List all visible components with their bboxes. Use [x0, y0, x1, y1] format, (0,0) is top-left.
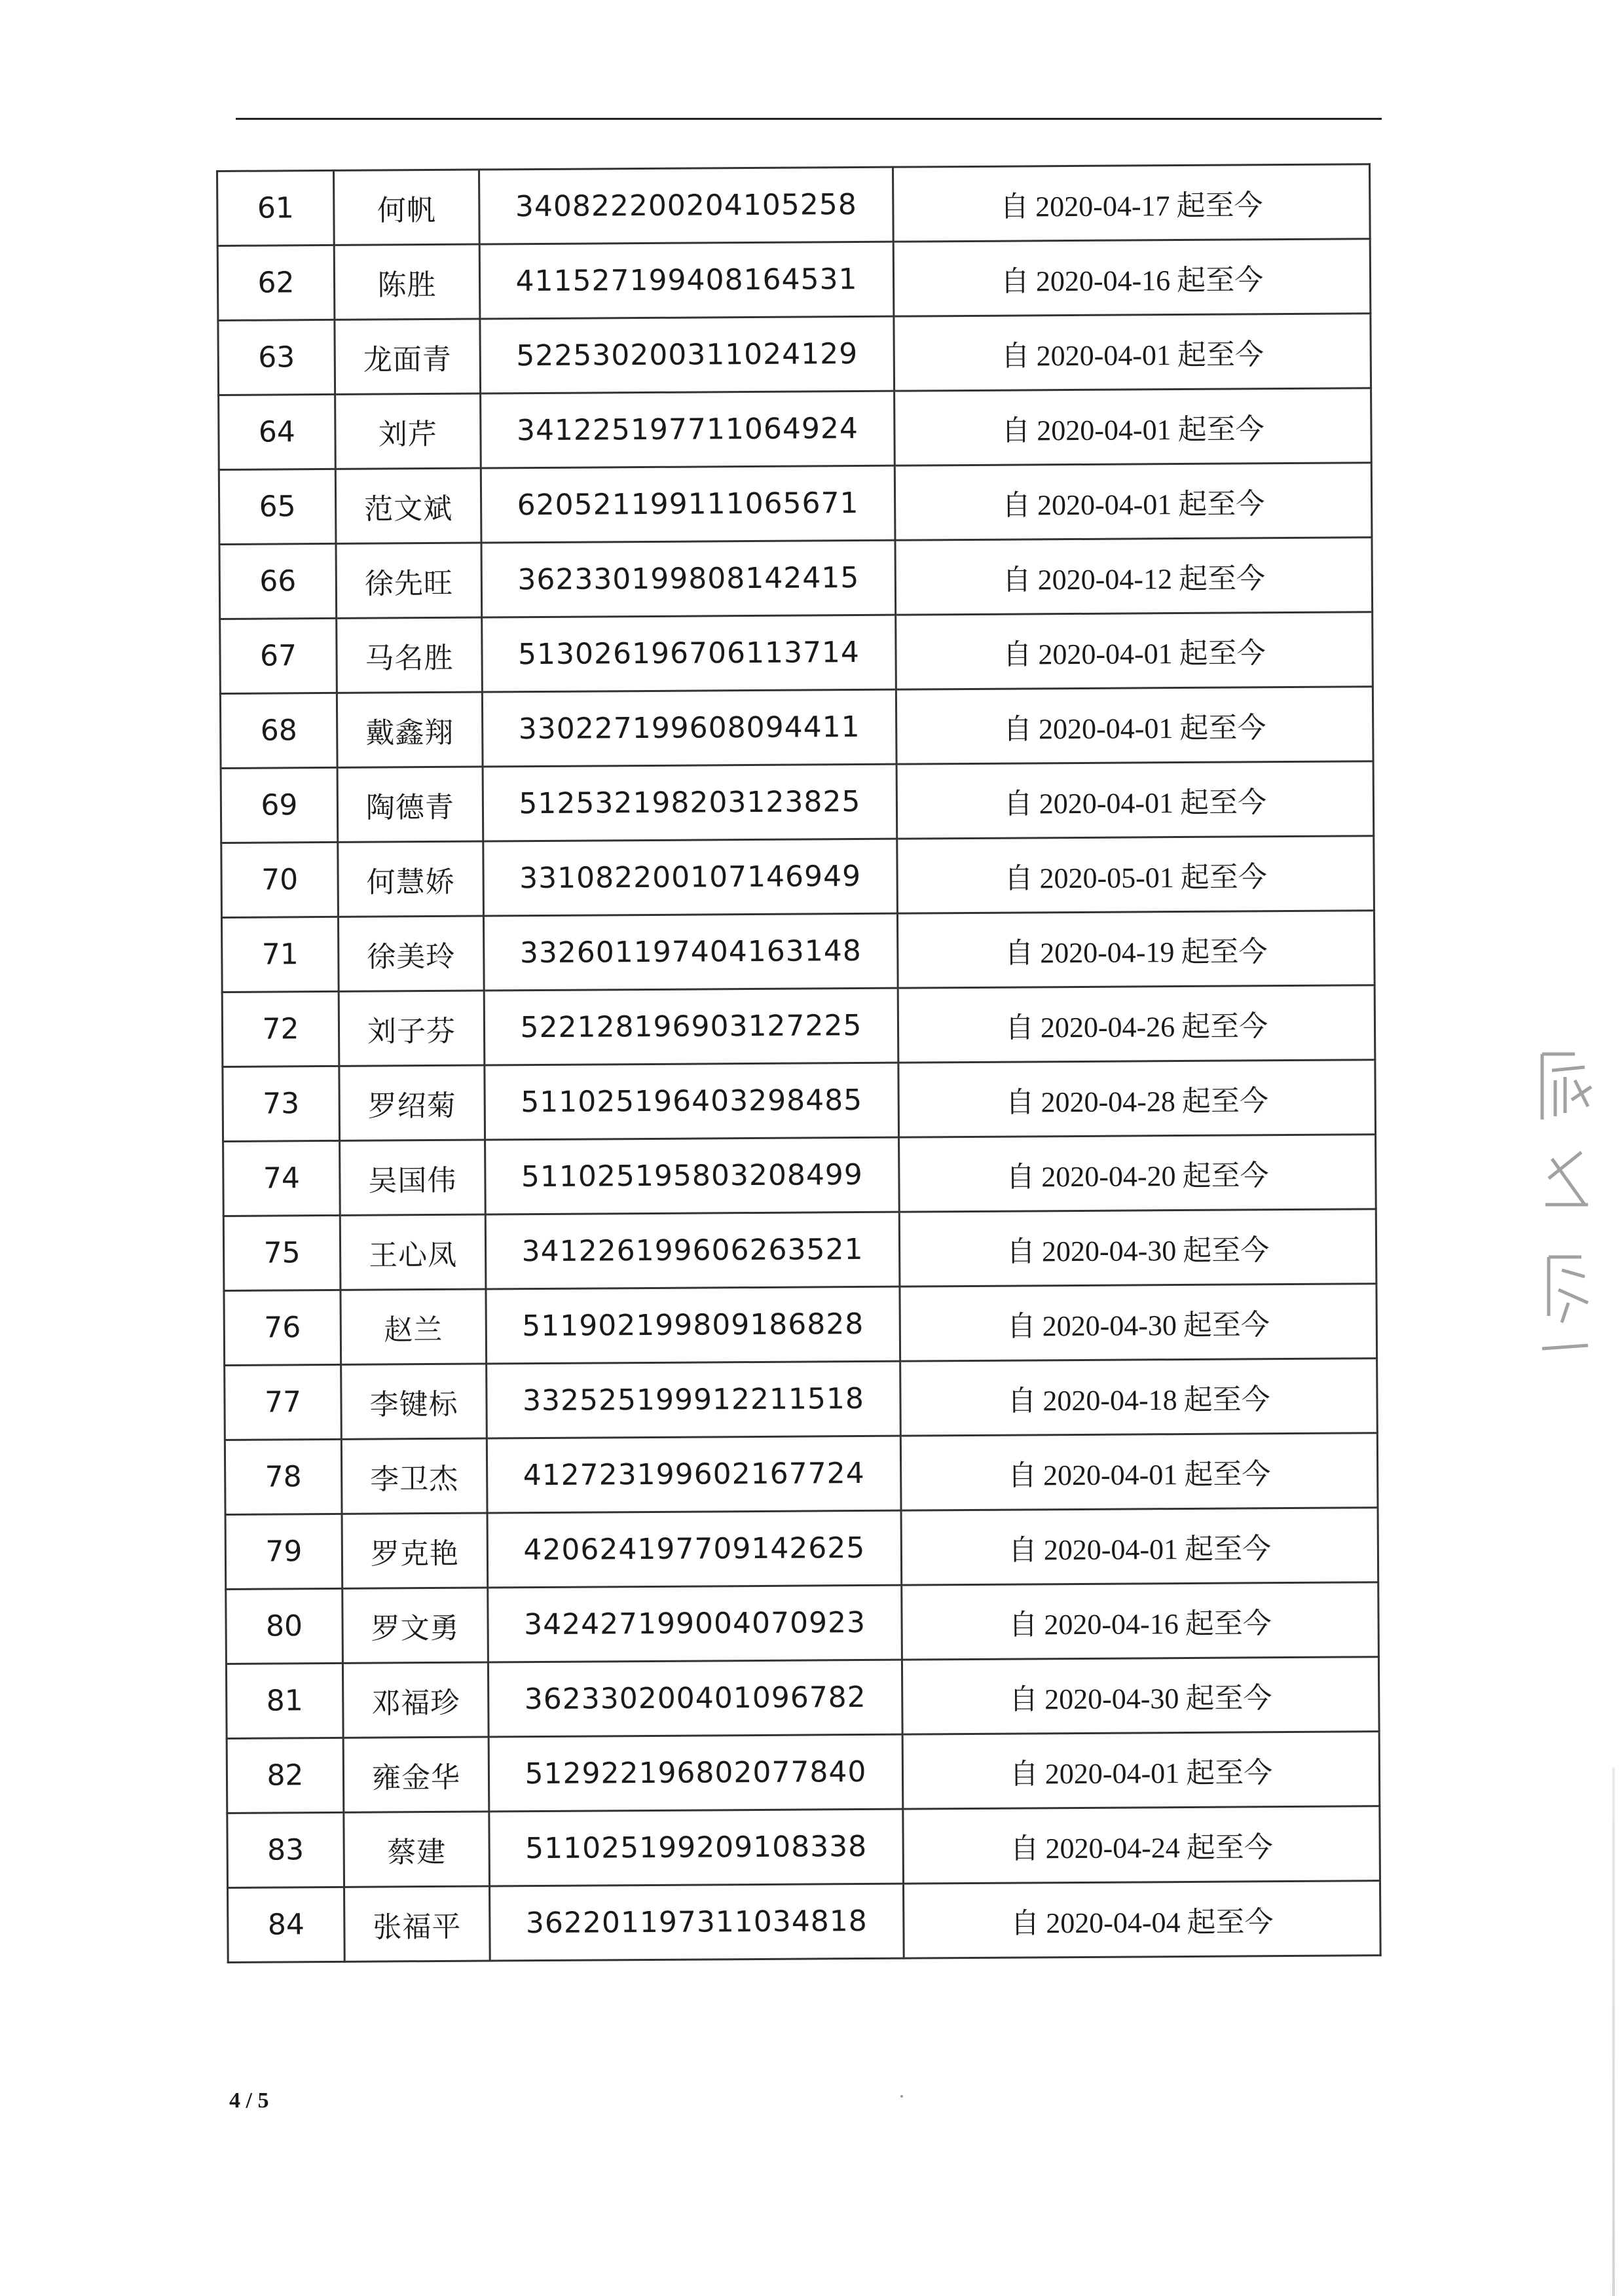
seal-stamp-fragment [1536, 1041, 1595, 1368]
period-suffix: 起至今 [1178, 487, 1265, 520]
cell-number: 64 [219, 394, 336, 469]
cell-id-number: 341225197711064924 [481, 391, 895, 468]
cell-period [895, 538, 1373, 615]
cell-name: 徐先旺 [336, 543, 482, 618]
header-rule [236, 118, 1382, 120]
table-row [217, 239, 1371, 321]
period-suffix: 起至今 [1185, 1756, 1273, 1789]
period-date: 2020-04-17 [1035, 189, 1170, 223]
cell-id-number: 342427199004070923 [488, 1585, 902, 1662]
period-date: 2020-04-01 [1044, 1757, 1180, 1790]
cell-name: 吴国伟 [340, 1140, 486, 1215]
period-suffix: 起至今 [1184, 1457, 1271, 1491]
cell-id-number: 522128196903127225 [484, 988, 898, 1065]
cell-id-number: 332601197404163148 [483, 913, 898, 991]
period-date: 2020-04-16 [1044, 1607, 1179, 1641]
cell-id-number: 512922196802077840 [489, 1734, 903, 1812]
cell-number: 62 [217, 245, 335, 320]
seal-stamp-graphic [1536, 1041, 1595, 1368]
table-row [224, 1284, 1377, 1366]
cell-period [898, 985, 1375, 1063]
roster-table-container [216, 163, 1393, 1963]
cell-name: 罗文勇 [342, 1588, 489, 1663]
period-date: 2020-04-19 [1040, 936, 1175, 969]
cell-number: 68 [220, 693, 337, 768]
period-prefix: 自 [1001, 414, 1031, 447]
cell-number: 74 [223, 1140, 341, 1216]
period-suffix: 起至今 [1183, 1233, 1270, 1267]
table-row [225, 1433, 1378, 1515]
period-date: 2020-04-30 [1042, 1309, 1177, 1342]
cell-name: 罗克艳 [342, 1513, 488, 1588]
period-date: 2020-04-01 [1036, 338, 1172, 372]
cell-number: 65 [219, 469, 336, 544]
cell-period [893, 239, 1371, 316]
cell-id-number: 420624197709142625 [487, 1510, 902, 1588]
cell-id-number: 620521199111065671 [481, 465, 895, 543]
period-prefix: 自 [1009, 1757, 1039, 1791]
period-prefix: 自 [1007, 1459, 1037, 1492]
cell-period [896, 687, 1373, 764]
cell-period [896, 612, 1373, 689]
table-row [227, 1732, 1380, 1813]
table-row [219, 463, 1372, 545]
period-suffix: 起至今 [1179, 636, 1266, 670]
period-date: 2020-04-01 [1038, 637, 1173, 670]
period-prefix: 自 [1008, 1608, 1038, 1641]
period-date: 2020-04-01 [1043, 1458, 1178, 1491]
cell-id-number: 362330200401096782 [488, 1660, 902, 1737]
table-row [221, 911, 1375, 993]
table-row [219, 538, 1373, 619]
period-suffix: 起至今 [1181, 935, 1268, 968]
table-row [223, 1135, 1376, 1216]
cell-name: 王心凤 [340, 1214, 486, 1290]
period-date: 2020-04-01 [1037, 488, 1172, 521]
period-prefix: 自 [1002, 563, 1031, 596]
cell-number: 66 [219, 543, 337, 619]
period-suffix: 起至今 [1177, 263, 1264, 297]
table-row [226, 1657, 1379, 1739]
cell-number: 78 [225, 1439, 342, 1514]
cell-name: 雍金华 [343, 1737, 489, 1812]
cell-id-number: 511025195803208499 [485, 1137, 900, 1214]
period-suffix: 起至今 [1183, 1308, 1270, 1341]
period-date: 2020-04-26 [1040, 1010, 1175, 1044]
cell-period [900, 1358, 1378, 1436]
cell-period [897, 911, 1375, 988]
period-prefix: 自 [1000, 264, 1030, 298]
table-row [225, 1358, 1378, 1440]
cell-name: 邓福珍 [342, 1662, 489, 1738]
cell-name: 刘芹 [335, 393, 481, 469]
period-prefix: 自 [1001, 488, 1031, 522]
table-row [221, 761, 1374, 843]
cell-period [894, 314, 1371, 391]
cell-name: 何帆 [334, 170, 480, 245]
cell-period [904, 1881, 1381, 1958]
cell-number: 67 [220, 618, 337, 693]
period-suffix: 起至今 [1187, 1905, 1274, 1939]
cell-period [902, 1657, 1379, 1734]
cell-name: 李键标 [341, 1364, 487, 1439]
cell-period [895, 463, 1372, 540]
cell-id-number: 511902199809186828 [486, 1286, 900, 1364]
period-prefix: 自 [1004, 862, 1033, 895]
cell-id-number: 332525199912211518 [487, 1361, 901, 1438]
cell-period [900, 1433, 1378, 1510]
cell-name: 龙面青 [335, 319, 481, 394]
period-date: 2020-04-04 [1046, 1906, 1181, 1939]
cell-name: 马名胜 [337, 617, 483, 693]
period-suffix: 起至今 [1185, 1681, 1272, 1715]
period-prefix: 自 [1008, 1683, 1039, 1716]
page-number: 4 / 5 [229, 2088, 269, 2113]
cell-name: 李卫杰 [341, 1438, 487, 1514]
cell-period [903, 1806, 1380, 1884]
cell-id-number: 362201197311034818 [490, 1884, 904, 1961]
cell-id-number: 331082200107146949 [483, 839, 898, 916]
roster-table-body [217, 164, 1381, 1963]
period-prefix: 自 [1005, 1085, 1035, 1119]
cell-name: 陈胜 [334, 244, 480, 319]
cell-number: 71 [221, 917, 339, 992]
table-row [226, 1582, 1379, 1664]
period-suffix: 起至今 [1182, 1159, 1269, 1192]
table-row [218, 314, 1371, 395]
table-row [217, 164, 1371, 246]
cell-period [899, 1135, 1376, 1212]
cell-name: 陶德青 [337, 767, 483, 842]
cell-name: 蔡建 [344, 1812, 490, 1887]
cell-period [899, 1209, 1376, 1286]
cell-name: 罗绍菊 [339, 1065, 485, 1140]
period-prefix: 自 [1007, 1384, 1037, 1417]
cell-number: 76 [224, 1290, 341, 1365]
cell-id-number: 513026196706113714 [482, 615, 896, 692]
cell-number: 83 [227, 1812, 344, 1887]
cell-period [898, 1060, 1376, 1137]
cell-name: 何慧娇 [338, 841, 484, 917]
cell-id-number: 341226199606263521 [485, 1212, 900, 1289]
cell-number: 63 [218, 319, 335, 395]
period-suffix: 起至今 [1179, 786, 1267, 819]
period-date: 2020-04-01 [1043, 1533, 1179, 1566]
cell-id-number: 411527199408164531 [479, 242, 894, 319]
cell-period [902, 1582, 1379, 1660]
period-suffix: 起至今 [1184, 1532, 1272, 1565]
cell-period [902, 1732, 1380, 1809]
cell-number: 77 [225, 1364, 342, 1440]
period-date: 2020-04-18 [1043, 1383, 1177, 1417]
period-date: 2020-04-30 [1041, 1234, 1177, 1267]
table-row [225, 1508, 1378, 1590]
cell-period [895, 388, 1372, 465]
table-row [228, 1881, 1381, 1963]
scan-edge-shadow [1612, 1768, 1615, 2296]
cell-number: 73 [223, 1066, 340, 1141]
cell-name: 赵兰 [341, 1289, 487, 1364]
table-row [219, 388, 1372, 470]
period-suffix: 起至今 [1177, 412, 1264, 446]
period-prefix: 自 [1003, 638, 1032, 671]
cell-number: 72 [222, 991, 339, 1066]
cell-id-number: 412723199602167724 [487, 1436, 901, 1513]
period-prefix: 自 [1001, 339, 1030, 373]
cell-number: 75 [223, 1215, 341, 1290]
cell-name: 刘子芬 [339, 991, 485, 1066]
period-date: 2020-04-12 [1037, 562, 1173, 596]
period-suffix: 起至今 [1185, 1607, 1272, 1640]
period-date: 2020-05-01 [1039, 861, 1174, 894]
table-row [220, 612, 1373, 694]
period-prefix: 自 [1005, 1011, 1035, 1044]
period-suffix: 起至今 [1180, 860, 1267, 894]
period-prefix: 自 [1006, 1160, 1035, 1194]
period-date: 2020-04-20 [1041, 1159, 1176, 1193]
cell-number: 80 [226, 1588, 343, 1664]
cell-number: 70 [221, 842, 339, 917]
period-suffix: 起至今 [1178, 562, 1266, 595]
period-prefix: 自 [1000, 190, 1029, 223]
cell-number: 79 [225, 1514, 342, 1589]
period-date: 2020-04-01 [1038, 712, 1173, 745]
period-date: 2020-04-28 [1041, 1085, 1176, 1118]
period-prefix: 自 [1010, 1832, 1039, 1865]
period-prefix: 自 [1003, 787, 1033, 820]
table-row [223, 1209, 1376, 1291]
cell-period [900, 1284, 1377, 1361]
cell-id-number: 522530200311024129 [480, 316, 895, 393]
table-row [227, 1806, 1380, 1888]
cell-period [897, 836, 1375, 913]
cell-name: 张福平 [344, 1886, 490, 1961]
period-suffix: 起至今 [1177, 338, 1264, 371]
period-date: 2020-04-01 [1037, 413, 1172, 446]
cell-id-number: 330227199608094411 [482, 689, 896, 767]
period-prefix: 自 [1006, 1309, 1036, 1343]
cell-period [893, 164, 1370, 242]
cell-id-number: 511025199209108338 [489, 1809, 904, 1886]
period-prefix: 自 [1010, 1906, 1040, 1940]
table-row [223, 1060, 1376, 1142]
cell-id-number: 511025196403298485 [485, 1063, 899, 1140]
cell-id-number: 512532198203123825 [483, 764, 897, 841]
cell-number: 61 [217, 170, 335, 246]
cell-id-number: 362330199808142415 [481, 540, 896, 617]
roster-table [216, 163, 1382, 1963]
period-suffix: 起至今 [1181, 1084, 1269, 1118]
cell-number: 84 [228, 1887, 345, 1962]
period-suffix: 起至今 [1176, 189, 1263, 222]
cell-name: 范文斌 [335, 468, 481, 543]
cell-period [896, 761, 1374, 839]
cell-period [901, 1508, 1378, 1585]
scan-speck [900, 2095, 903, 2098]
period-prefix: 自 [1008, 1533, 1037, 1567]
table-row [222, 985, 1375, 1067]
table-row [220, 687, 1373, 769]
cell-name: 戴鑫翔 [337, 692, 483, 767]
cell-number: 81 [226, 1663, 343, 1738]
period-suffix: 起至今 [1186, 1831, 1273, 1864]
cell-number: 82 [227, 1738, 344, 1813]
period-date: 2020-04-16 [1035, 264, 1171, 297]
period-prefix: 自 [1003, 712, 1033, 746]
table-row [221, 836, 1375, 918]
period-date: 2020-04-24 [1045, 1831, 1180, 1865]
cell-name: 徐美玲 [338, 916, 484, 991]
period-prefix: 自 [1005, 936, 1034, 970]
period-prefix: 自 [1006, 1235, 1036, 1268]
period-date: 2020-04-01 [1039, 786, 1174, 820]
period-suffix: 起至今 [1183, 1383, 1270, 1416]
cell-number: 69 [221, 767, 338, 843]
period-date: 2020-04-30 [1044, 1682, 1179, 1715]
period-suffix: 起至今 [1179, 711, 1266, 744]
period-suffix: 起至今 [1181, 1010, 1268, 1043]
cell-id-number: 340822200204105258 [479, 167, 894, 244]
